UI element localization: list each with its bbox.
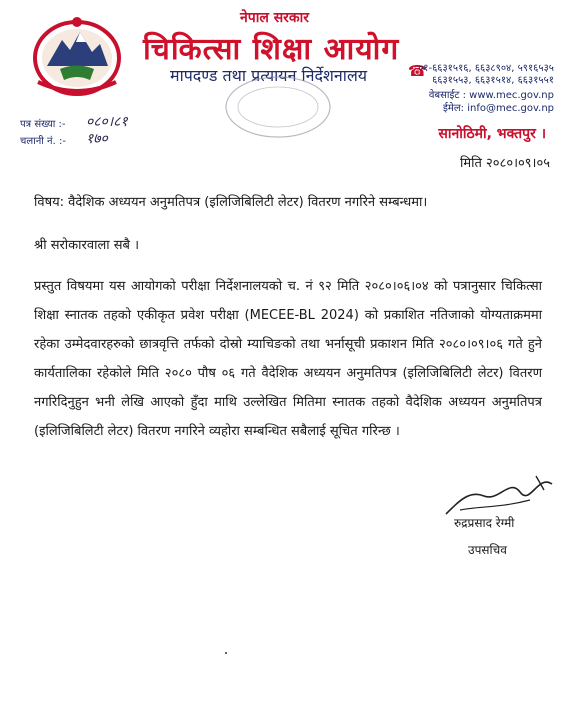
dispatch-number-value: १७० — [86, 131, 108, 147]
handwritten-signature — [440, 470, 560, 520]
phone-numbers-line2: ६६३१५५३, ६६३१५१४, ६६३१५५१ — [432, 75, 554, 86]
letter-number-value: ०८०।८१ — [86, 114, 128, 130]
salutation: श्री सरोकारवाला सबै । — [34, 238, 140, 253]
letter-date: मिति २०८०।०९।०५ — [460, 156, 550, 171]
email: ईमेल: info@mec.gov.np — [442, 103, 554, 114]
page-mark — [225, 652, 227, 654]
website: वेबसाईट : www.mec.gov.np — [428, 90, 554, 101]
office-stamp — [222, 72, 334, 142]
body-paragraph: प्रस्तुत विषयमा यस आयोगको परीक्षा निर्देशनालयको च. नं ९२ मिति २०८०।०६।०४ को पत्रानुसार चिकित्सा शिक्षा स्नातक तहको एकीकृत प्रवेश परीक्षा (MECEE-BL 2024) को प्रकाशित नतिजाको योग्यताक्रममा रहेका उम्मेदवारहरुको छात्रवृत्ति तर्फको दोस्रो म्याचिङको तथा भर्नासूची प्रकाशन मिति २०८०।०९।०६ गते हुने कार्यतालिका रहेकोले मिति २०८० पौष ०६ गते वैदेशिक अध्ययन अनुमतिपत्र (इलिजिबिलिटी लेटर) वितरण नगरिदिनुहुन भनी लेखि आएको हुँदा माथि उल्लेखित मितिमा स्नातक तहको वैदेशिक अध्ययन अनुमतिपत्र (इलिजिबिलिटी लेटर) वितरण नगरिने व्यहोरा सम्बन्धित सबैलाई सूचित गरिन्छ । — [34, 279, 542, 439]
phone-icon: ☎ — [408, 62, 427, 80]
government-name: नेपाल सरकार — [240, 10, 310, 26]
signatory-name: रुद्रप्रसाद रेग्मी — [454, 516, 515, 530]
letter-number-label: पत्र संख्या :- — [20, 119, 66, 130]
subject-line: विषय: वैदेशिक अध्ययन अनुमतिपत्र (इलिजिबिलिटी लेटर) वितरण नगरिने सम्बन्धमा। — [34, 195, 428, 210]
office-address: सानोठिमी, भक्तपुर । — [438, 126, 546, 142]
phone-numbers-line1: ०१-६६३१५१६, ६६३८९०४, ५९१६५३५ — [418, 63, 554, 74]
commission-name: चिकित्सा शिक्षा आयोग — [143, 32, 400, 67]
nepal-emblem-icon — [30, 14, 125, 99]
directorate-name: मापदण्ड तथा प्रत्यायन निर्देशनालय — [170, 66, 368, 85]
signatory-post: उपसचिव — [468, 543, 507, 557]
dispatch-number-label: चलानी नं. :- — [20, 136, 66, 147]
